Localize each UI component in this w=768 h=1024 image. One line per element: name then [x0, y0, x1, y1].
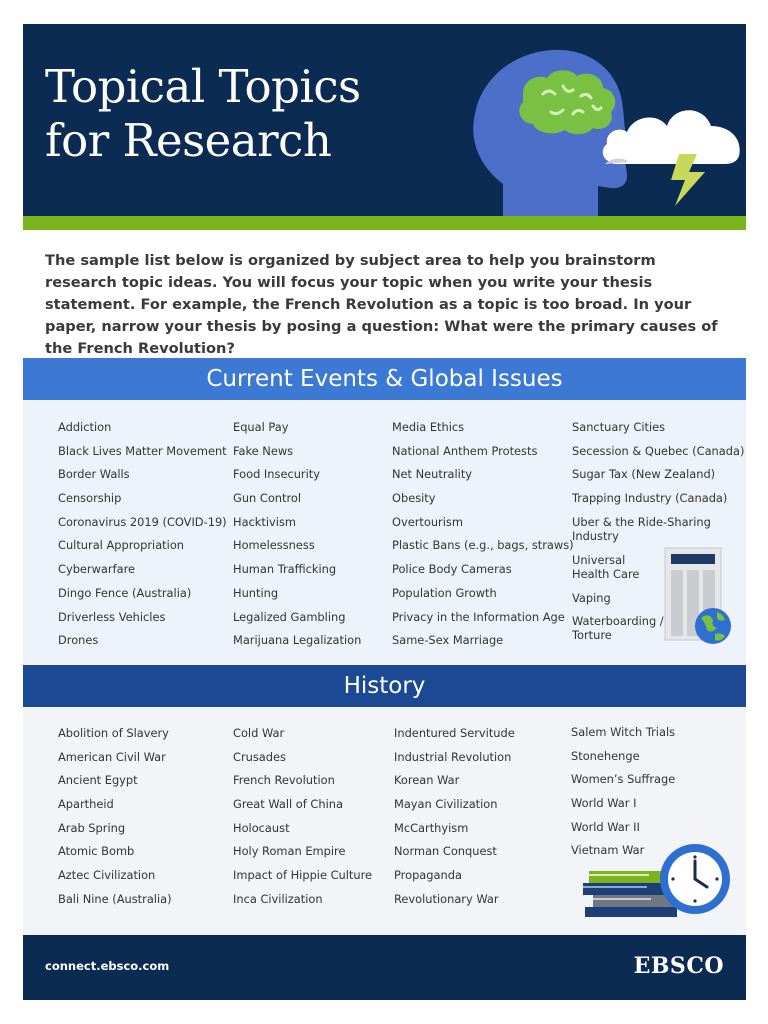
- topic-column-2: [233, 420, 361, 657]
- topic-item: Bali Nine (Australia): [58, 891, 172, 906]
- topic-item: Waterboarding / Torture: [572, 614, 664, 643]
- topic-item: Dingo Fence (Australia): [58, 585, 192, 600]
- topic-item: Obesity: [392, 491, 436, 506]
- topic-item: Sugar Tax (New Zealand): [572, 467, 716, 482]
- topic-item: Marijuana Legalization: [233, 633, 362, 648]
- topic-item: Impact of Hippie Culture: [233, 868, 373, 883]
- topic-item: Plastic Bans (e.g., bags, straws): [392, 538, 574, 553]
- header-accent-bar: [23, 216, 746, 230]
- topic-item: National Anthem Protests: [392, 443, 538, 458]
- topic-item: Fake News: [233, 443, 294, 458]
- topic-item: Police Body Cameras: [392, 562, 512, 577]
- topic-item: Stonehenge: [571, 748, 640, 763]
- section-header-history: History: [23, 665, 746, 707]
- topic-item: Sanctuary Cities: [572, 420, 666, 434]
- topic-item: Korean War: [394, 773, 460, 788]
- topic-item: Hunting: [233, 585, 279, 600]
- ebsco-logo: EBSCO: [633, 953, 724, 979]
- page-title: [45, 60, 361, 168]
- topic-item: Women’s Suffrage: [571, 772, 676, 787]
- topic-item: Homelessness: [233, 538, 315, 553]
- topic-item: Atomic Bomb: [58, 844, 135, 859]
- topic-item: Addiction: [58, 420, 112, 434]
- topic-item: Abolition of Slavery: [58, 726, 169, 740]
- section-header-current-events: Current Events & Global Issues: [23, 358, 746, 400]
- topic-item: Media Ethics: [392, 420, 465, 434]
- topic-item: Salem Witch Trials: [571, 725, 676, 739]
- topic-item: Border Walls: [58, 467, 130, 482]
- topic-item: Cyberwarfare: [58, 562, 136, 577]
- topic-item: Vaping: [572, 590, 611, 605]
- topic-item: World War I: [571, 796, 637, 811]
- intro-paragraph: The sample list below is organized by subject area to help you brainstorm research topic ideas. You will focus your topic when you write your thesis statement. For example, the French Revolution as a topic is too broad. In your paper, narrow your thesis by posing a question: What were the primary causes of the French Revolution?: [45, 252, 718, 357]
- topic-item: Legalized Gambling: [233, 609, 346, 624]
- topic-item: Apartheid: [58, 797, 114, 812]
- topic-item: Equal Pay: [233, 420, 289, 434]
- topic-item: Censorship: [58, 491, 122, 506]
- topic-item: Trapping Industry (Canada): [572, 491, 728, 506]
- topic-item: Arab Spring: [58, 820, 126, 835]
- topic-item: Holocaust: [233, 820, 290, 835]
- history-column-2: [233, 726, 372, 916]
- section-panel-current-events: [23, 400, 746, 665]
- page-title-line-2: for Research: [45, 114, 332, 167]
- history-column-1: [58, 726, 172, 916]
- topic-item: Great Wall of China: [233, 797, 343, 812]
- page-title-line-1: Topical Topics: [45, 60, 361, 113]
- history-column-3: [394, 726, 515, 916]
- topic-item: McCarthyism: [394, 820, 469, 835]
- topic-column-3: [392, 420, 574, 657]
- topic-item: Same-Sex Marriage: [392, 633, 504, 648]
- topic-item: Drones: [58, 633, 99, 648]
- topic-item: World War II: [571, 819, 640, 834]
- clock-icon: [660, 844, 730, 914]
- footer: [23, 935, 746, 1000]
- books-clock-illustration: [583, 843, 733, 919]
- topic-item: Inca Civilization: [233, 891, 323, 906]
- topic-item: Uber & the Ride-Sharing Industry: [572, 514, 711, 543]
- topic-item: Revolutionary War: [394, 891, 499, 906]
- topic-item: Cold War: [233, 726, 285, 740]
- topic-item: Privacy in the Information Age: [392, 609, 565, 624]
- topic-item: Aztec Civilization: [58, 868, 156, 883]
- topic-column-1: [58, 420, 227, 657]
- header-banner: [23, 24, 746, 216]
- section-panel-history: [23, 707, 746, 935]
- topic-item: Hacktivism: [233, 514, 296, 529]
- topic-item: Population Growth: [392, 585, 497, 600]
- footer-url-link[interactable]: connect.ebsco.com: [45, 959, 170, 973]
- topic-item: Universal Health Care: [572, 552, 640, 581]
- newspaper-globe-illustration: [663, 546, 733, 648]
- topic-item: American Civil War: [58, 749, 166, 764]
- topic-item: Overtourism: [392, 514, 463, 529]
- topic-item: Cultural Appropriation: [58, 538, 185, 553]
- globe-icon: [695, 608, 731, 644]
- topic-item: Food Insecurity: [233, 467, 320, 482]
- topic-item: Norman Conquest: [394, 844, 497, 859]
- topic-item: Driverless Vehicles: [58, 609, 166, 624]
- topic-item: Holy Roman Empire: [233, 844, 346, 859]
- topic-item: Industrial Revolution: [394, 749, 512, 764]
- topic-item: Crusades: [233, 749, 286, 764]
- topic-item: Human Trafficking: [233, 562, 337, 577]
- topic-item: Mayan Civilization: [394, 797, 498, 812]
- topic-item: French Revolution: [233, 773, 335, 788]
- topic-item: Indentured Servitude: [394, 726, 515, 740]
- topic-item: Net Neutrality: [392, 467, 473, 482]
- topic-item: Ancient Egypt: [58, 773, 138, 788]
- topic-item: Gun Control: [233, 491, 302, 506]
- topic-item: Black Lives Matter Movement: [58, 443, 227, 458]
- topic-item: Secession & Quebec (Canada): [572, 443, 745, 458]
- topic-item: Vietnam War: [571, 843, 645, 858]
- topic-item: Coronavirus 2019 (COVID-19): [58, 514, 227, 529]
- topic-item: Propaganda: [394, 868, 462, 883]
- head-brain-storm-illustration: [453, 34, 746, 216]
